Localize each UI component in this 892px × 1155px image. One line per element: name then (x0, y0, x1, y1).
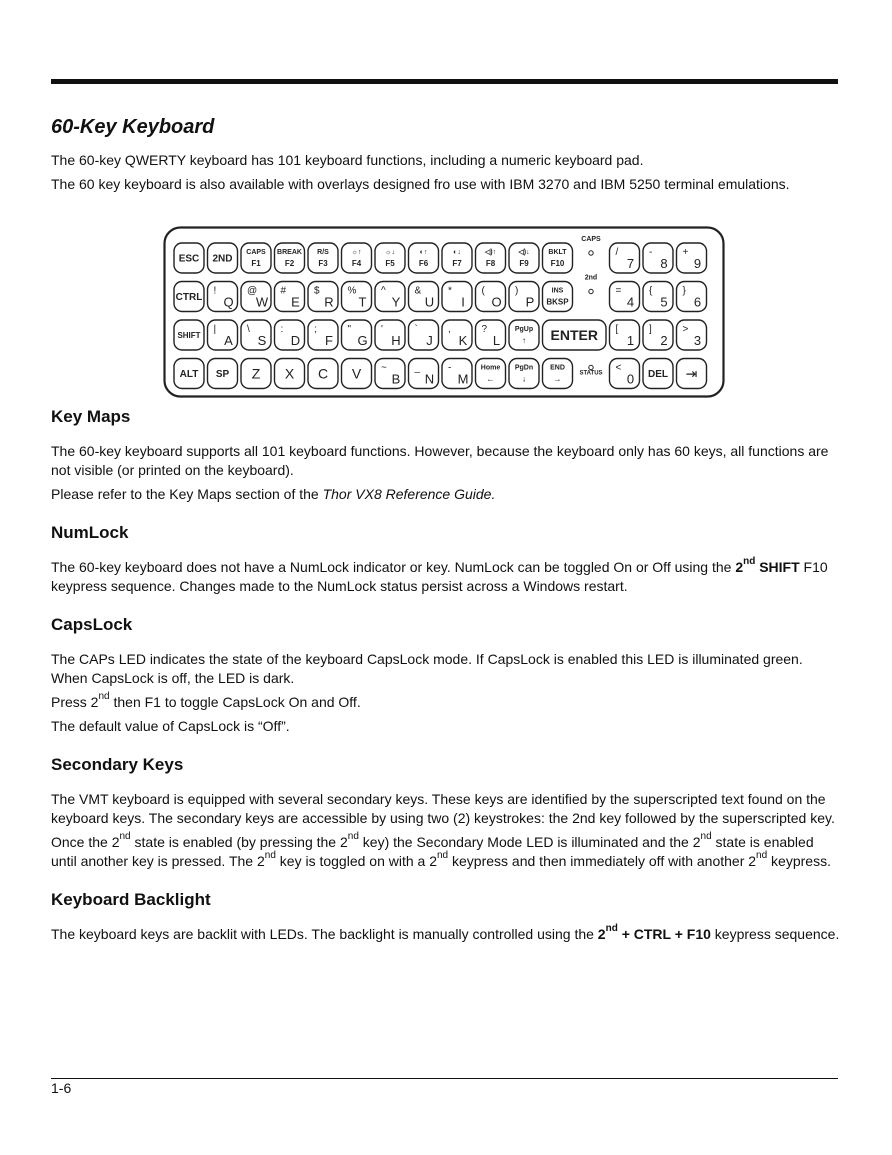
key-label: Z (251, 365, 261, 382)
key-secondary-label: " (347, 324, 352, 335)
key-cap (375, 359, 405, 389)
backlight-text-a: The keyboard keys are backlit with LEDs. The backlight is manually controlled using the (51, 926, 598, 942)
capslock-toggle-text-a: Press 2 (51, 694, 99, 710)
key-cap (509, 243, 539, 273)
key-label: C (317, 365, 329, 382)
key-secondary-label: > (682, 324, 689, 335)
key-shift (174, 320, 204, 350)
key-7 (610, 243, 640, 273)
key-ctrl (174, 282, 204, 312)
key-secondary-label: , (448, 324, 451, 335)
key-cap (442, 320, 472, 350)
key-label: I (461, 294, 465, 310)
key-label: 4 (626, 294, 635, 310)
key-r (308, 282, 338, 312)
key-cap (275, 243, 305, 273)
key-c (308, 359, 338, 389)
key-label: F4 (351, 259, 362, 268)
key-s (241, 320, 271, 350)
secondary-text-e: key is toggled on with a 2 (275, 853, 437, 869)
key-label: U (424, 294, 435, 310)
key-secondary-label: ☼↓ (385, 249, 395, 256)
key-del (643, 359, 673, 389)
key-secondary-label: # (280, 285, 287, 297)
key-x (275, 359, 305, 389)
secondary-nd: nd (700, 831, 712, 843)
key-secondary-label: ` (414, 324, 418, 335)
secondary-state-paragraph (51, 833, 841, 871)
key-label: DEL (648, 369, 668, 381)
key-cap (610, 243, 640, 273)
key-cap (241, 320, 271, 350)
key-f4 (342, 243, 372, 273)
key-label: H (391, 333, 401, 348)
key-label: 0 (626, 371, 635, 387)
key-w (241, 282, 271, 312)
key-secondary-label: % (347, 285, 357, 297)
keyboard-overlay-paragraph: The 60 key keyboard is also available with overlays designed fro use with IBM 3270 and IBM 5250 terminal emulations. (51, 176, 790, 192)
key-m (442, 359, 472, 389)
key-secondary-label: { (649, 285, 653, 297)
backlight-2: 2 (597, 926, 606, 942)
key-label: ↓ (522, 374, 526, 384)
key-label: 8 (660, 256, 668, 271)
key-label: ⇥ (685, 365, 698, 382)
key-label: K (458, 333, 468, 348)
key-sym (476, 359, 506, 389)
footer-rule (51, 1078, 838, 1079)
key-secondary-label: ◐↑ (419, 249, 428, 256)
key-bksp (543, 282, 573, 312)
key-label: ← (486, 374, 495, 384)
key-label: 2ND (212, 253, 233, 265)
key-sp (208, 359, 238, 389)
key-label: X (284, 365, 295, 382)
caps-led (589, 251, 593, 255)
backlight-nd: nd (605, 923, 618, 935)
key-cap (241, 243, 271, 273)
numlock-nd: nd (743, 556, 756, 568)
secondary-nd: nd (437, 850, 449, 862)
key-cap (476, 243, 506, 273)
page-number: 1-6 (51, 1080, 72, 1096)
key-label: O (491, 294, 502, 310)
key-cap (409, 243, 439, 273)
key-cap (643, 282, 673, 312)
key-secondary-label: ◁)↑ (484, 249, 497, 256)
key-cap (308, 243, 338, 273)
capslock-toggle-text-b: then F1 to toggle CapsLock On and Off. (109, 694, 361, 710)
key-label: 3 (693, 333, 702, 348)
key-label: T (358, 294, 367, 310)
key-cap (677, 243, 707, 273)
key-label: J (426, 333, 433, 348)
key-label: 5 (660, 294, 668, 310)
key-f10 (543, 243, 573, 273)
key-2 (643, 320, 673, 350)
key-f5 (375, 243, 405, 273)
key-cap (208, 320, 238, 350)
key-label: ESC (178, 253, 200, 265)
keyboard-illustration (163, 226, 725, 398)
key-label: F6 (418, 259, 429, 268)
secondary-text-g: keypress. (767, 853, 831, 869)
key-secondary-label: CAPS (246, 249, 266, 256)
key-secondary-label: * (448, 285, 452, 297)
key-secondary-label: Home (480, 364, 501, 372)
keyboard-diagram (163, 226, 725, 398)
key-cap (308, 320, 338, 350)
key-n (409, 359, 439, 389)
key-cap (476, 359, 506, 389)
secondary-text-b: state is enabled (by pressing the 2 (130, 834, 348, 850)
key-secondary-label: BREAK (277, 249, 302, 256)
key-label: F9 (519, 259, 529, 268)
key-secondary-label: BKLT (548, 249, 567, 256)
key-secondary-label: < (615, 362, 622, 374)
section-title-numlock: NumLock (51, 523, 129, 542)
key-label: L (492, 333, 501, 348)
key-label: F (325, 333, 333, 348)
header-rule (51, 79, 838, 84)
key-label: V (351, 365, 362, 382)
key-secondary-label: ◐↓ (453, 249, 461, 256)
key-secondary-label: / (615, 247, 619, 258)
key-sym (509, 320, 539, 350)
second-mode-led (589, 289, 593, 293)
backlight-key-combo: + CTRL + F10 (617, 926, 711, 942)
key-secondary-label: : (280, 324, 284, 335)
key-secondary-label: ☼↑ (351, 249, 362, 256)
key-secondary-label: ? (481, 324, 488, 335)
capslock-led-paragraph: The CAPs LED indicates the state of the keyboard CapsLock mode. If CapsLock is enabled this LED is illuminated green. When CapsLock is off, the LED is dark. (51, 651, 803, 686)
key-secondary-label: ' (381, 324, 383, 335)
key-y (375, 282, 405, 312)
key-label: F10 (550, 259, 565, 268)
secondary-text-f: keypress and then immediately off with another 2 (448, 853, 757, 869)
key-label: → (553, 374, 562, 384)
key-label: 2 (660, 333, 668, 348)
key-label: ENTER (550, 327, 598, 344)
capslock-default-paragraph: The default value of CapsLock is “Off”. (51, 718, 290, 734)
key-cap (509, 359, 539, 389)
key-maps-reference-paragraph (51, 485, 841, 504)
key-alt (174, 359, 204, 389)
backlight-text-b: keypress sequence. (710, 926, 840, 942)
key-4 (610, 282, 640, 312)
numlock-text-a: The 60-key keyboard does not have a NumLock indicator or key. NumLock can be toggled On or Off using the (51, 559, 736, 575)
key-cap (375, 282, 405, 312)
capslock-nd: nd (98, 691, 110, 703)
key-secondary-label: $ (314, 285, 320, 297)
numlock-text-b: F10 keypress sequence. Changes made to the NumLock status persist across a Windows restart. (51, 559, 828, 594)
numlock-shift: SHIFT (755, 559, 800, 575)
key-label: ↑ (522, 336, 526, 345)
key-secondary-label: } (682, 285, 686, 297)
key-z (241, 359, 271, 389)
key-sym (677, 359, 707, 389)
key-secondary-label: ( (481, 285, 485, 297)
page-title: 60-Key Keyboard (51, 116, 215, 138)
key-secondary-label: ^ (381, 285, 386, 297)
key-secondary-label: ~ (381, 362, 387, 374)
key-secondary-label: END (550, 364, 565, 372)
second-mode-led-label: 2nd (584, 274, 598, 282)
key-secondary-label: [ (615, 324, 619, 335)
key-secondary-label: & (414, 285, 422, 297)
key-secondary-label: ) (515, 285, 519, 297)
key-3 (677, 320, 707, 350)
key-label: F7 (452, 259, 462, 268)
key-e (275, 282, 305, 312)
key-label: R (324, 294, 334, 310)
key-label: B (391, 371, 401, 387)
key-secondary-label: ◁)↓ (518, 249, 530, 256)
key-f8 (476, 243, 506, 273)
key-2nd (208, 243, 238, 273)
key-label: 1 (626, 333, 635, 348)
key-f3 (308, 243, 338, 273)
key-9 (677, 243, 707, 273)
key-secondary-label: \ (247, 324, 250, 335)
key-sym (509, 359, 539, 389)
key-label: M (457, 371, 469, 387)
key-u (409, 282, 439, 312)
numlock-2: 2 (735, 559, 744, 575)
key-label: F8 (485, 259, 496, 268)
key-label: F5 (385, 259, 395, 268)
key-g (342, 320, 372, 350)
key-maps-paragraph: The 60-key keyboard supports all 101 keyboard functions. However, because the keyboard only has 60 keys, all functions are not visible (or printed on the keyboard). (51, 443, 829, 478)
key-cap (610, 320, 640, 350)
key-q (208, 282, 238, 312)
caps-led-label: CAPS (581, 236, 601, 243)
key-label: ALT (179, 369, 199, 381)
keyboard-intro-paragraph: The 60-key QWERTY keyboard has 101 keyboard functions, including a numeric keyboard pad. (51, 152, 644, 168)
key-cap (509, 282, 539, 312)
key-cap (342, 243, 372, 273)
key-secondary-label: ! (213, 285, 217, 297)
key-f2 (275, 243, 305, 273)
key-secondary-label: - (448, 362, 452, 374)
key-label: D (290, 333, 301, 348)
capslock-toggle-paragraph (51, 693, 841, 712)
key-label: F2 (284, 259, 295, 268)
key-label: BKSP (546, 297, 569, 307)
key-label: 6 (693, 294, 702, 310)
key-secondary-label: = (615, 285, 622, 297)
key-label: F1 (251, 259, 261, 268)
key-secondary-label: PgDn (514, 364, 534, 372)
key-label: E (291, 294, 300, 310)
key-secondary-label: | (213, 324, 217, 335)
key-t (342, 282, 372, 312)
key-label: A (224, 333, 233, 348)
key-label: 7 (626, 256, 635, 271)
key-cap (643, 243, 673, 273)
key-cap (275, 282, 305, 312)
secondary-nd: nd (119, 831, 131, 843)
key-cap (677, 282, 707, 312)
status-led (589, 365, 593, 369)
key-h (375, 320, 405, 350)
key-0 (610, 359, 640, 389)
key-cap (610, 282, 640, 312)
key-secondary-label: + (682, 247, 689, 258)
numlock-paragraph (51, 558, 841, 596)
key-cap (375, 243, 405, 273)
key-secondary-label: ] (649, 324, 652, 335)
key-label: Q (223, 294, 234, 310)
backlight-paragraph (51, 925, 841, 944)
key-f (308, 320, 338, 350)
key-label: SP (215, 369, 230, 381)
secondary-nd: nd (347, 831, 359, 843)
key-maps-reference-text: Please refer to the Key Maps section of the (51, 486, 323, 502)
key-cap (476, 320, 506, 350)
section-title-capslock: CapsLock (51, 615, 133, 634)
key-d (275, 320, 305, 350)
key-secondary-label: ; (314, 324, 317, 335)
key-v (342, 359, 372, 389)
key-k (442, 320, 472, 350)
key-cap (543, 282, 573, 312)
key-cap (509, 320, 539, 350)
key-enter (543, 320, 607, 350)
key-label: 9 (693, 256, 702, 271)
key-5 (643, 282, 673, 312)
key-cap (442, 282, 472, 312)
key-f6 (409, 243, 439, 273)
key-sym (543, 359, 573, 389)
key-1 (610, 320, 640, 350)
key-label: SHIFT (177, 330, 201, 340)
key-label: CTRL (175, 292, 203, 304)
key-label: W (255, 294, 269, 310)
key-secondary-label: INS (551, 287, 564, 295)
secondary-nd: nd (756, 850, 768, 862)
reference-guide-title: Thor VX8 Reference Guide. (322, 486, 496, 502)
key-label: P (525, 294, 535, 310)
key-label: S (257, 333, 267, 348)
key-j (409, 320, 439, 350)
key-cap (543, 359, 573, 389)
key-secondary-label: PgUp (514, 326, 534, 333)
section-title-keyboard-backlight: Keyboard Backlight (51, 890, 211, 909)
key-cap (543, 243, 573, 273)
key-label: Y (391, 294, 401, 310)
key-f7 (442, 243, 472, 273)
key-cap (409, 320, 439, 350)
key-cap (643, 320, 673, 350)
key-secondary-label: R/S (317, 249, 329, 256)
key-a (208, 320, 238, 350)
key-b (375, 359, 405, 389)
key-f9 (509, 243, 539, 273)
key-label: G (357, 333, 368, 348)
status-led-label: STATUS (579, 370, 603, 377)
key-cap (442, 243, 472, 273)
key-8 (643, 243, 673, 273)
secondary-keys-paragraph: The VMT keyboard is equipped with several secondary keys. These keys are identified by the superscripted text found on the keyboard keys. The secondary keys are accessible by using two (2) keystrokes: the 2nd key followed by the superscripted key. (51, 791, 835, 826)
key-secondary-label: - (649, 247, 653, 258)
key-o (476, 282, 506, 312)
key-6 (677, 282, 707, 312)
key-cap (677, 320, 707, 350)
secondary-text-c: key) the Secondary Mode LED is illuminated and the 2 (358, 834, 701, 850)
section-title-key-maps: Key Maps (51, 407, 131, 426)
key-secondary-label: _ (414, 362, 421, 374)
key-label: N (424, 371, 435, 387)
key-label: F3 (318, 259, 328, 268)
secondary-text-a: Once the 2 (51, 834, 120, 850)
key-p (509, 282, 539, 312)
secondary-text-d: state is enabled until another key is pressed. The 2 (51, 834, 814, 869)
key-i (442, 282, 472, 312)
key-secondary-label: @ (247, 285, 258, 297)
section-title-secondary-keys: Secondary Keys (51, 755, 184, 774)
key-f1 (241, 243, 271, 273)
key-esc (174, 243, 204, 273)
key-cap (610, 359, 640, 389)
key-l (476, 320, 506, 350)
key-cap (342, 282, 372, 312)
secondary-nd: nd (264, 850, 276, 862)
